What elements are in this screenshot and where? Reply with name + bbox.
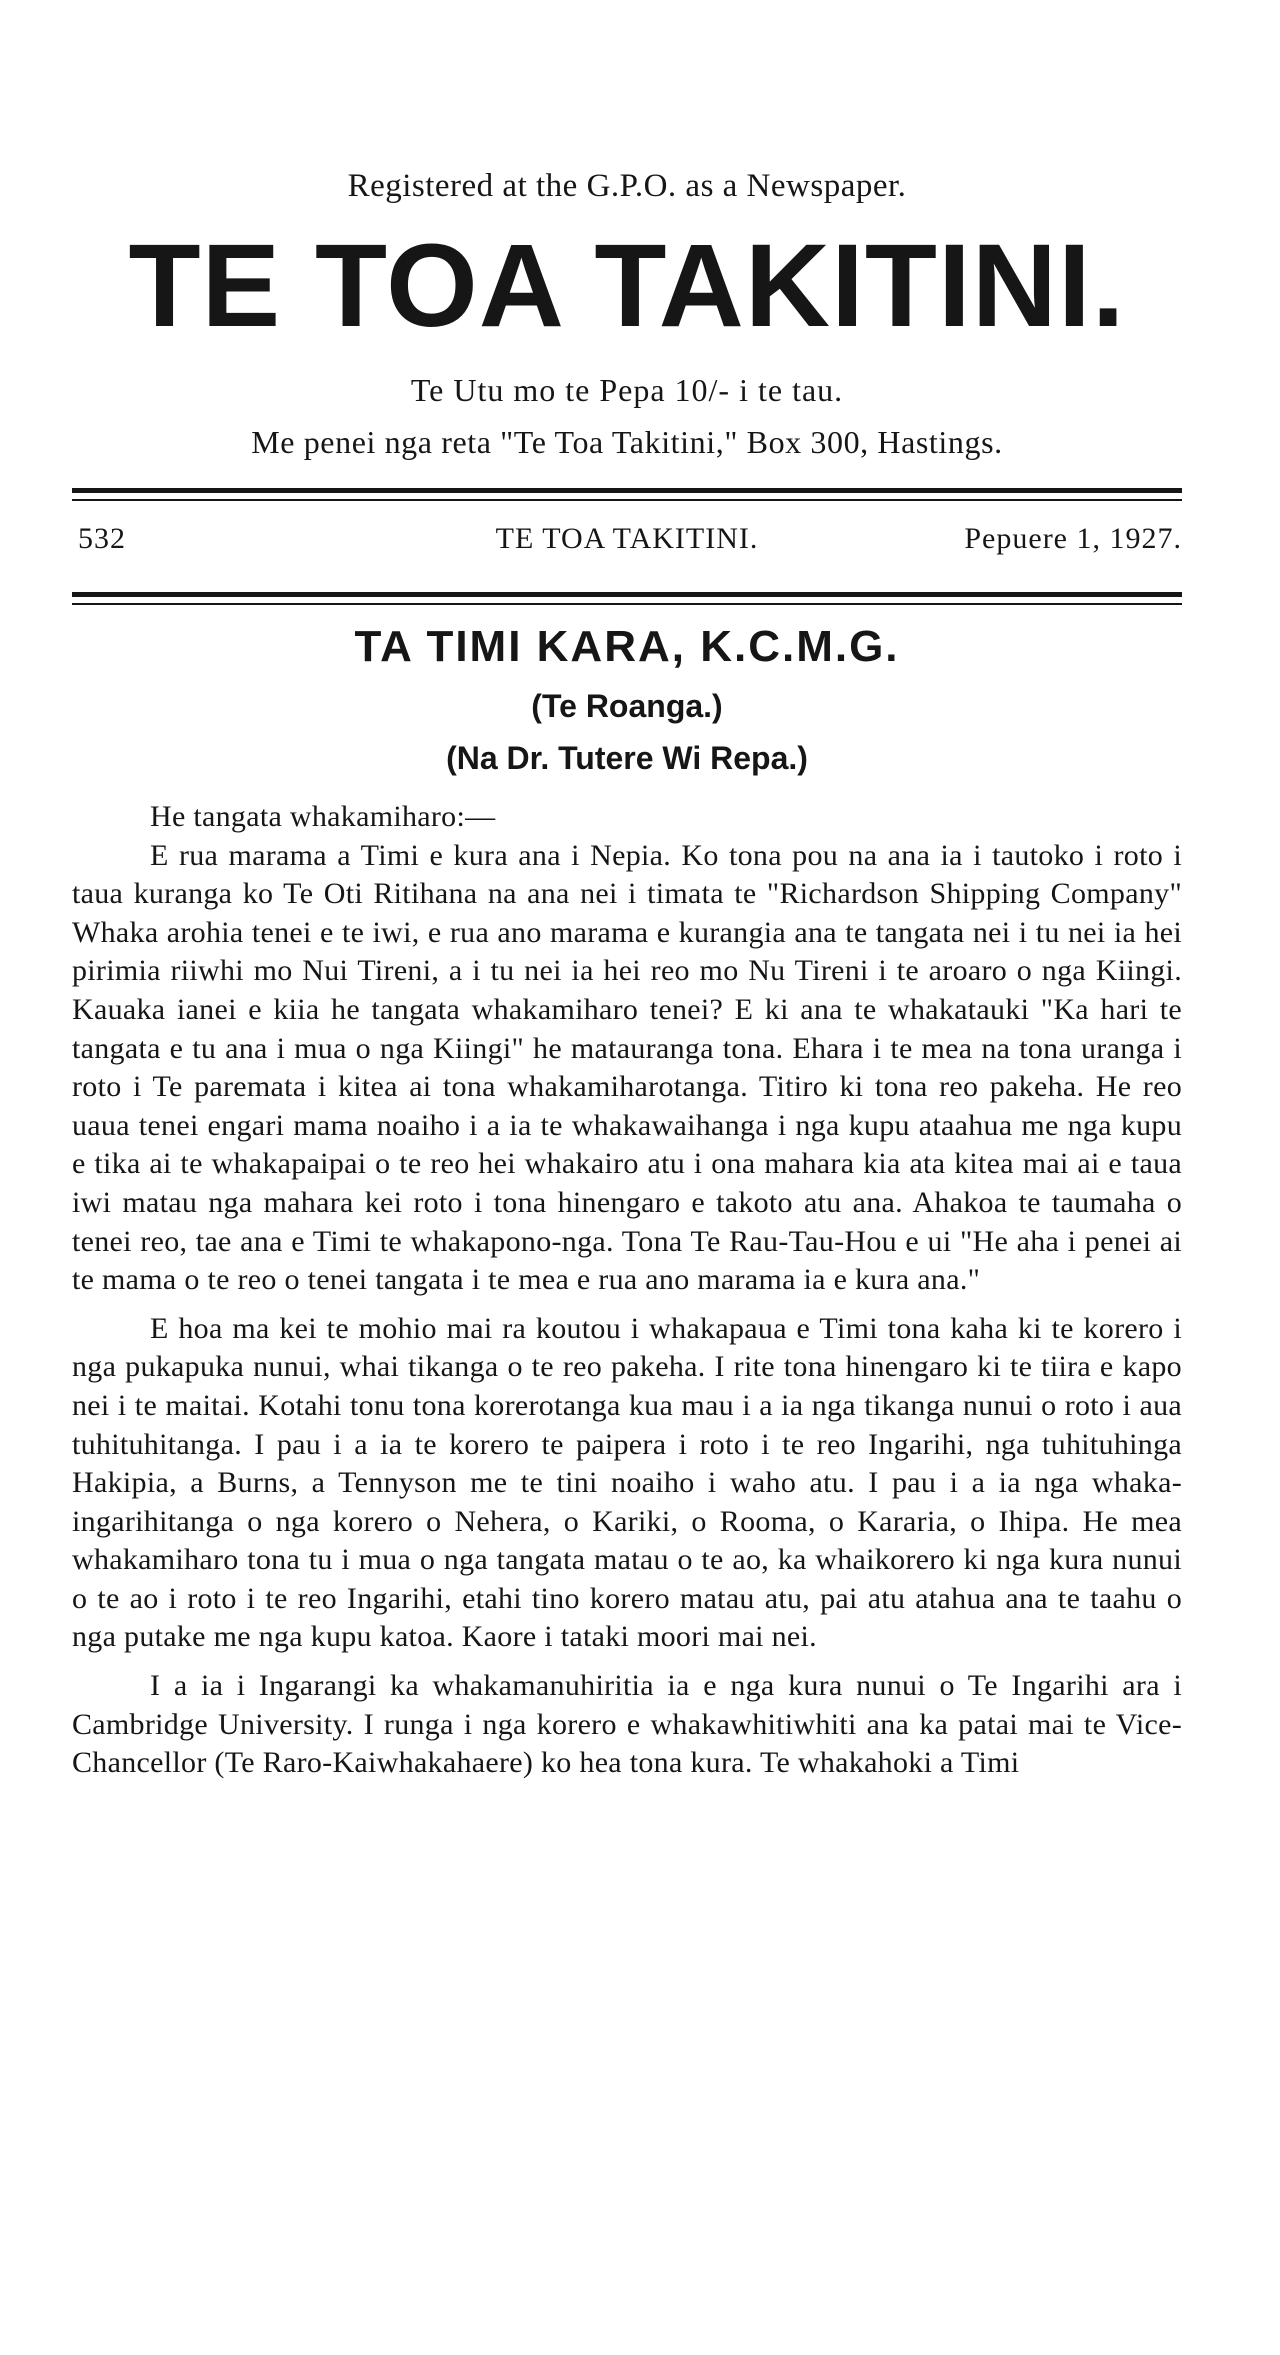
- article-author: (Na Dr. Tutere Wi Repa.): [446, 740, 808, 776]
- top-thick-rule: [72, 488, 1182, 493]
- article-subtitle: (Te Roanga.): [531, 688, 723, 724]
- running-head: [72, 522, 1182, 572]
- postal-address: Me penei nga reta "Te Toa Takitini," Box 300, Hastings.: [251, 424, 1003, 460]
- top-thin-rule: [72, 499, 1182, 501]
- running-head-paper-name: TE TOA TAKITINI.: [495, 522, 759, 555]
- registration-notice: Registered at the G.P.O. as a Newspaper.: [347, 168, 907, 204]
- article-paragraph-3: I a ia i Ingarangi ka whakamanuhiritia ia e nga kura nunui o Te Ingarihi ara i Cambridge University. I runga i nga korero e whakawhitiwhiti ana ka patai mai te Vice-Chancellor (Te Raro-Kaiwhakahaere) ko hea tona kura. Te whakahoki a Timi: [72, 1669, 1182, 1780]
- issue-date: Pepuere 1, 1927.: [964, 522, 1182, 555]
- article-salutation: He tangata whakamiharo:—: [150, 800, 496, 833]
- masthead-title: TE TOA TAKITINI.: [128, 220, 1126, 352]
- article-paragraph-2: E hoa ma kei te mohio mai ra koutou i whakapaua e Timi tona kaha ki te korero i nga pukapuka nunui, whai tikanga o te reo pakeha. I rite tona hinengaro ki te tiira e kapo nei i te maitai. Kotahi tonu tona korerotanga kua mau i a ia nga tikanga nunui o roto i aua tuhituhitanga. I pau i a ia te korero te paipera i roto i te reo Ingarihi, nga tuhituhinga Hakipia, a Burns, a Tennyson me te tini noaiho i waho atu. I pau i a ia nga whaka-ingarihitanga o nga korero o Nehera, o Kariki, o Rooma, o Kararia, o Ihipa. He mea whakamiharo tona tu i mua o nga tangata matau o te ao, ka whaikorero ki nga kura nunui o te ao i roto i te reo Ingarihi, etahi tino korero matau atu, pai atu atahua ana te taahu o nga putake me nga kupu katoa. Kaore i tataki moori mai nei.: [72, 1311, 1182, 1654]
- subscription-price: Te Utu mo te Pepa 10/- i te tau.: [410, 372, 844, 408]
- bottom-thick-rule: [72, 592, 1182, 597]
- bottom-thin-rule: [72, 603, 1182, 605]
- page-number: 532: [78, 522, 126, 555]
- article-paragraph-1: E rua marama a Timi e kura ana i Nepia. Ko tona pou na ana ia i tautoko i roto i taua kuranga ko Te Oti Ritihana na ana nei i timata te "Richardson Shipping Company" Whaka arohia tenei e te iwi, e rua ano marama e kurangia ana te tangata nei i tu nei ia hei pirimia riiwhi mo Nui Tireni, a i tu nei ia hei reo mo Nu Tireni i te aroaro o nga Kiingi. Kauaka ianei e kiia he tangata whakamiharo tenei? E ki ana te whakatauki "Ka hari te tangata e tu ana i mua o nga Kiingi" he matauranga tona. Ehara i te mea na tona uranga i roto i Te paremata i kitea ai tona whakamiharotanga. Titiro ki tona reo pakeha. He reo uaua tenei engari mama noaiho i a ia te whakawaihanga i nga kupu ataahua me nga kupu e tika ai te whakapaipai o te reo hei whakairo atu i ona mahara kia ata kitea mai ai e taua iwi matau nga mahara kei roto i tona hinengaro e takoto atu ana. Ahakoa te taumaha o tenei reo, tae ana e Timi te whakapono-nga. Tona Te Rau-Tau-Hou e ui "He aha i penei ai te mama o te reo o tenei tangata i te mea e rua ano marama ia e kura ana.": [72, 838, 1182, 1297]
- article-title: TA TIMI KARA, K.C.M.G.: [354, 622, 900, 671]
- article-body: [72, 798, 1182, 1793]
